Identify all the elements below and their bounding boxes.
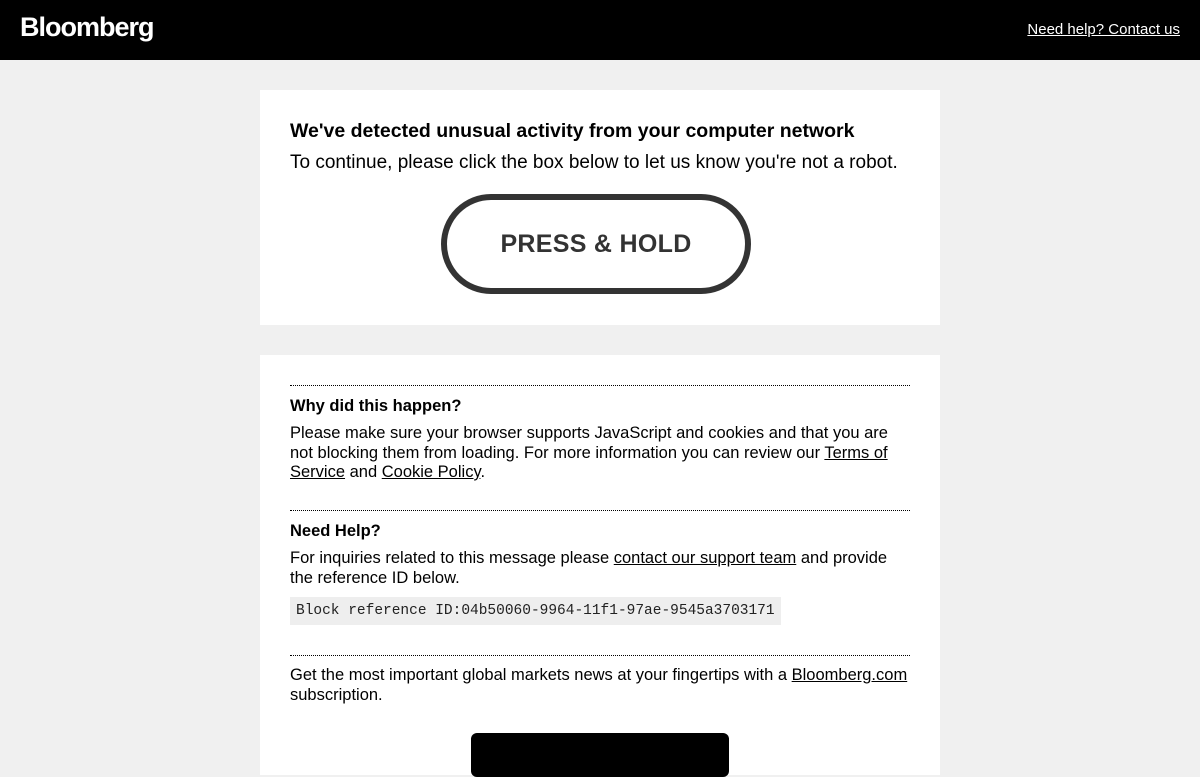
bloomberg-com-link[interactable]: Bloomberg.com [791,666,908,684]
info-card [260,355,940,775]
top-bar [0,0,1200,60]
promo-text-part: Get the most important global markets news at your fingertips with a [290,666,792,684]
terms-of-service-link[interactable]: Terms of Service [290,443,888,481]
why-text-part: Please make sure your browser supports JavaScript and cookies and that you are not blocking them from loading. For more information you can review our [290,424,888,462]
promo-text [290,666,910,705]
help-section [290,510,910,655]
challenge-card [260,90,940,325]
challenge-title: We've detected unusual activity from your computer network [290,120,855,142]
why-text [290,424,910,483]
help-text-part: For inquiries related to this message please [290,549,614,567]
promo-text-part: subscription. [290,685,383,704]
cookie-policy-link[interactable]: Cookie Policy [381,463,481,481]
why-text-part: . [480,463,486,481]
why-title: Why did this happen? [290,397,462,415]
promo-section [290,655,910,705]
challenge-subtitle: To continue, please click the box below to let us know you're not a robot. [290,152,898,173]
contact-support-link[interactable]: contact our support team [613,549,797,567]
subscribe-button[interactable] [471,733,729,777]
press-and-hold-label: PRESS & HOLD [500,229,692,258]
help-title: Need Help? [290,522,381,540]
press-and-hold-button[interactable] [441,194,751,294]
bloomberg-logo[interactable]: Bloomberg [20,12,154,42]
help-contact-link[interactable]: Need help? Contact us [1027,21,1180,38]
why-section [290,385,910,510]
help-text-part: and provide the reference ID below. [290,549,888,587]
why-text-part: and [345,463,382,481]
help-text [290,549,910,588]
block-reference-id: Block reference ID:04b50060-9964-11f1-97ae-9545a3703171 [290,597,781,625]
